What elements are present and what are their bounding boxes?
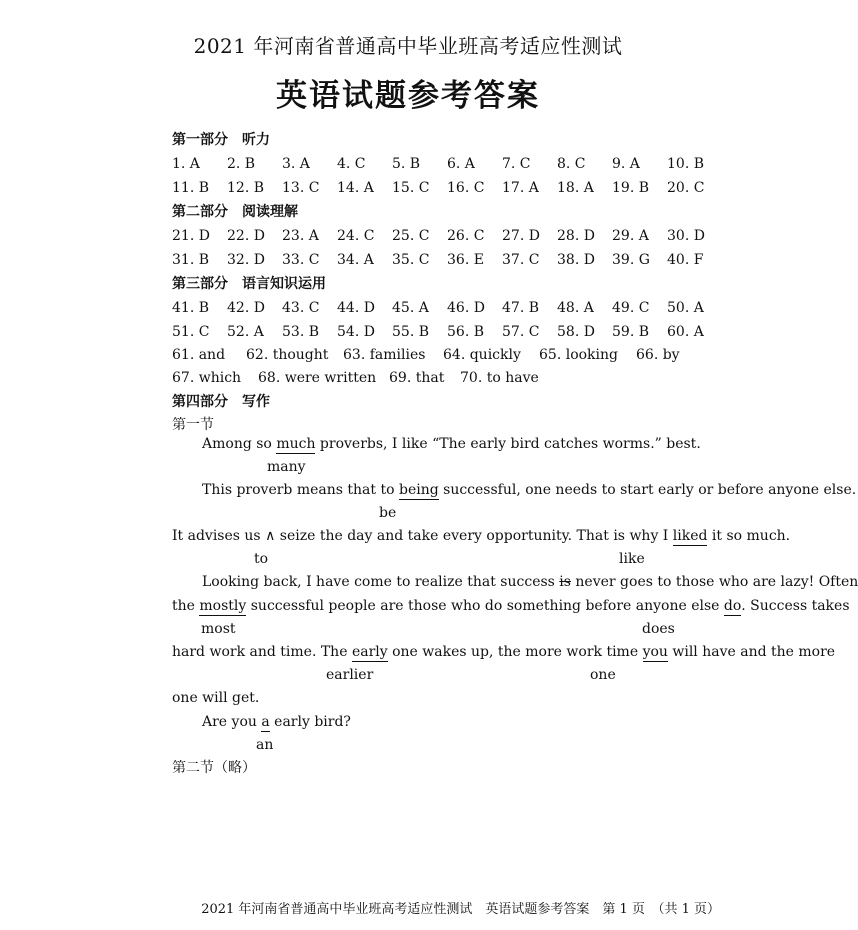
part2-heading [172, 200, 762, 224]
answer-item: 11. B [172, 180, 210, 196]
answer-item: 50. A [667, 300, 704, 316]
answer-item: 3. A [282, 156, 310, 172]
answer-item: 16. C [447, 180, 485, 196]
answer-item: 18. A [557, 180, 594, 196]
answer-item: 8. C [557, 156, 586, 172]
essay-line-3: It advises us ∧ seize the day and take every opportunity. That is why I liked it so much. [172, 528, 791, 544]
fill-answer-item: 69. that [389, 370, 445, 386]
answer-row [172, 224, 762, 248]
answer-item: 24. C [337, 228, 375, 244]
answer-item: 53. B [282, 324, 320, 340]
answer-item: 58. D [557, 324, 595, 340]
error-word: you [642, 644, 668, 660]
essay-line-2: This proverb means that to being successful, one needs to start early or before anyone else. [202, 482, 857, 498]
part3-answers [172, 296, 762, 344]
answer-item: 31. B [172, 252, 210, 268]
part3-name: 语言知识运用 [242, 276, 326, 292]
answer-content [172, 128, 762, 436]
part2-answers [172, 224, 762, 272]
answer-item: 14. A [337, 180, 374, 196]
essay-line-4: Looking back, I have come to realize that success is never goes to those who are lazy! Often [202, 574, 858, 590]
correction-word: to [254, 551, 269, 567]
part1-name: 听力 [242, 132, 270, 148]
error-word: liked [672, 528, 708, 544]
answer-row [172, 176, 762, 200]
correction-word: an [256, 737, 274, 753]
answer-row [172, 152, 762, 176]
correction-word: many [267, 459, 306, 475]
answer-item: 51. C [172, 324, 210, 340]
fill-answer-item: 67. which [172, 370, 242, 386]
essay-line-1: Among so much proverbs, I like “The early bird catches worms.” best. [202, 436, 701, 452]
correction-word: like [619, 551, 645, 567]
correction-word: be [379, 505, 397, 521]
part1-answers [172, 152, 762, 200]
document-title: 2021 年河南省普通高中毕业班高考适应性测试 [193, 34, 623, 58]
error-word: a [261, 714, 270, 730]
answer-item: 5. B [392, 156, 421, 172]
answer-item: 43. C [282, 300, 320, 316]
correction-line-1 [172, 456, 766, 478]
answer-item: 10. B [667, 156, 705, 172]
answer-item: 60. A [667, 324, 704, 340]
answer-item: 39. G [612, 252, 650, 268]
part2-label: 第二部分 [172, 204, 228, 220]
answer-item: 27. D [502, 228, 540, 244]
answer-row [172, 296, 762, 320]
correction-word: does [642, 621, 675, 637]
answer-item: 57. C [502, 324, 540, 340]
answer-item: 55. B [392, 324, 430, 340]
answer-item: 48. A [557, 300, 594, 316]
fill-answers-row1 [172, 344, 762, 367]
answer-item: 33. C [282, 252, 320, 268]
correction-line-3 [172, 548, 766, 570]
answer-item: 22. D [227, 228, 265, 244]
part4-heading [172, 390, 762, 414]
part4-label: 第四部分 [172, 394, 228, 410]
answer-item: 37. C [502, 252, 540, 268]
insertion-caret: ∧ [265, 528, 276, 544]
correction-line-5 [172, 618, 766, 640]
answer-item: 4. C [337, 156, 366, 172]
answer-item: 19. B [612, 180, 650, 196]
correction-word: most [201, 621, 236, 637]
answer-item: 15. C [392, 180, 430, 196]
correction-line-8 [172, 734, 766, 756]
answer-item: 54. D [337, 324, 375, 340]
answer-item: 6. A [447, 156, 475, 172]
answer-item: 47. B [502, 300, 540, 316]
correction-word: one [590, 667, 616, 683]
part3-label: 第三部分 [172, 276, 228, 292]
essay-line-6: hard work and time. The early one wakes up, the more work time you will have and the more [172, 644, 836, 660]
essay-line-8: Are you a early bird? [202, 714, 351, 730]
part3-heading [172, 272, 762, 296]
answer-item: 35. C [392, 252, 430, 268]
fill-answer-item: 65. looking [539, 347, 618, 363]
answer-item: 30. D [667, 228, 705, 244]
answer-item: 9. A [612, 156, 640, 172]
fill-answers-row2 [172, 367, 762, 390]
answer-item: 42. D [227, 300, 265, 316]
answer-item: 32. D [227, 252, 265, 268]
essay-corrections [172, 432, 858, 780]
answer-item: 23. A [282, 228, 319, 244]
answer-item: 38. D [557, 252, 595, 268]
correction-line-2 [172, 502, 766, 524]
answer-item: 26. C [447, 228, 485, 244]
answer-item: 7. C [502, 156, 531, 172]
answer-row [172, 320, 762, 344]
answer-item: 56. B [447, 324, 485, 340]
fill-answer-item: 62. thought [246, 347, 329, 363]
error-word: early [351, 644, 388, 660]
fill-answer-item: 63. families [343, 347, 426, 363]
answer-item: 59. B [612, 324, 650, 340]
answer-item: 34. A [337, 252, 374, 268]
error-word: do [723, 598, 742, 614]
error-word: being [398, 482, 439, 498]
document-subtitle: 英语试题参考答案 [276, 78, 540, 114]
part2-name: 阅读理解 [242, 204, 298, 220]
part1-heading [172, 128, 762, 152]
part4-name: 写作 [242, 394, 270, 410]
correction-line-6 [172, 664, 766, 686]
section2-label: 第二节（略） [172, 760, 256, 776]
page-footer: 2021 年河南省普通高中毕业班高考适应性测试 英语试题参考答案 第 1 页 （共 1 页） [201, 902, 720, 917]
answer-item: 13. C [282, 180, 320, 196]
fill-answer-item: 70. to have [460, 370, 539, 386]
answer-item: 52. A [227, 324, 264, 340]
essay-line-7: one will get. [172, 690, 260, 706]
answer-item: 2. B [227, 156, 256, 172]
essay-line-5: the mostly successful people are those who do something before anyone else do. Success takes [172, 598, 850, 614]
answer-item: 12. B [227, 180, 265, 196]
part1-label: 第一部分 [172, 132, 228, 148]
correction-word: earlier [326, 667, 374, 683]
answer-item: 21. D [172, 228, 210, 244]
answer-row [172, 248, 762, 272]
error-word: much [276, 436, 316, 452]
error-word: mostly [199, 598, 247, 614]
answer-item: 1. A [172, 156, 200, 172]
fill-answer-item: 66. by [636, 347, 680, 363]
answer-item: 28. D [557, 228, 595, 244]
deleted-word: is [559, 574, 571, 590]
fill-answer-item: 61. and [172, 347, 226, 363]
answer-item: 20. C [667, 180, 705, 196]
section1-label: 第一节 [172, 417, 214, 433]
answer-item: 44. D [337, 300, 375, 316]
answer-item: 49. C [612, 300, 650, 316]
fill-answer-item: 64. quickly [443, 347, 521, 363]
answer-item: 41. B [172, 300, 210, 316]
answer-item: 25. C [392, 228, 430, 244]
answer-item: 40. F [667, 252, 704, 268]
answer-item: 36. E [447, 252, 484, 268]
answer-item: 29. A [612, 228, 649, 244]
fill-answer-item: 68. were written [258, 370, 377, 386]
answer-item: 46. D [447, 300, 485, 316]
answer-item: 17. A [502, 180, 539, 196]
answer-item: 45. A [392, 300, 429, 316]
